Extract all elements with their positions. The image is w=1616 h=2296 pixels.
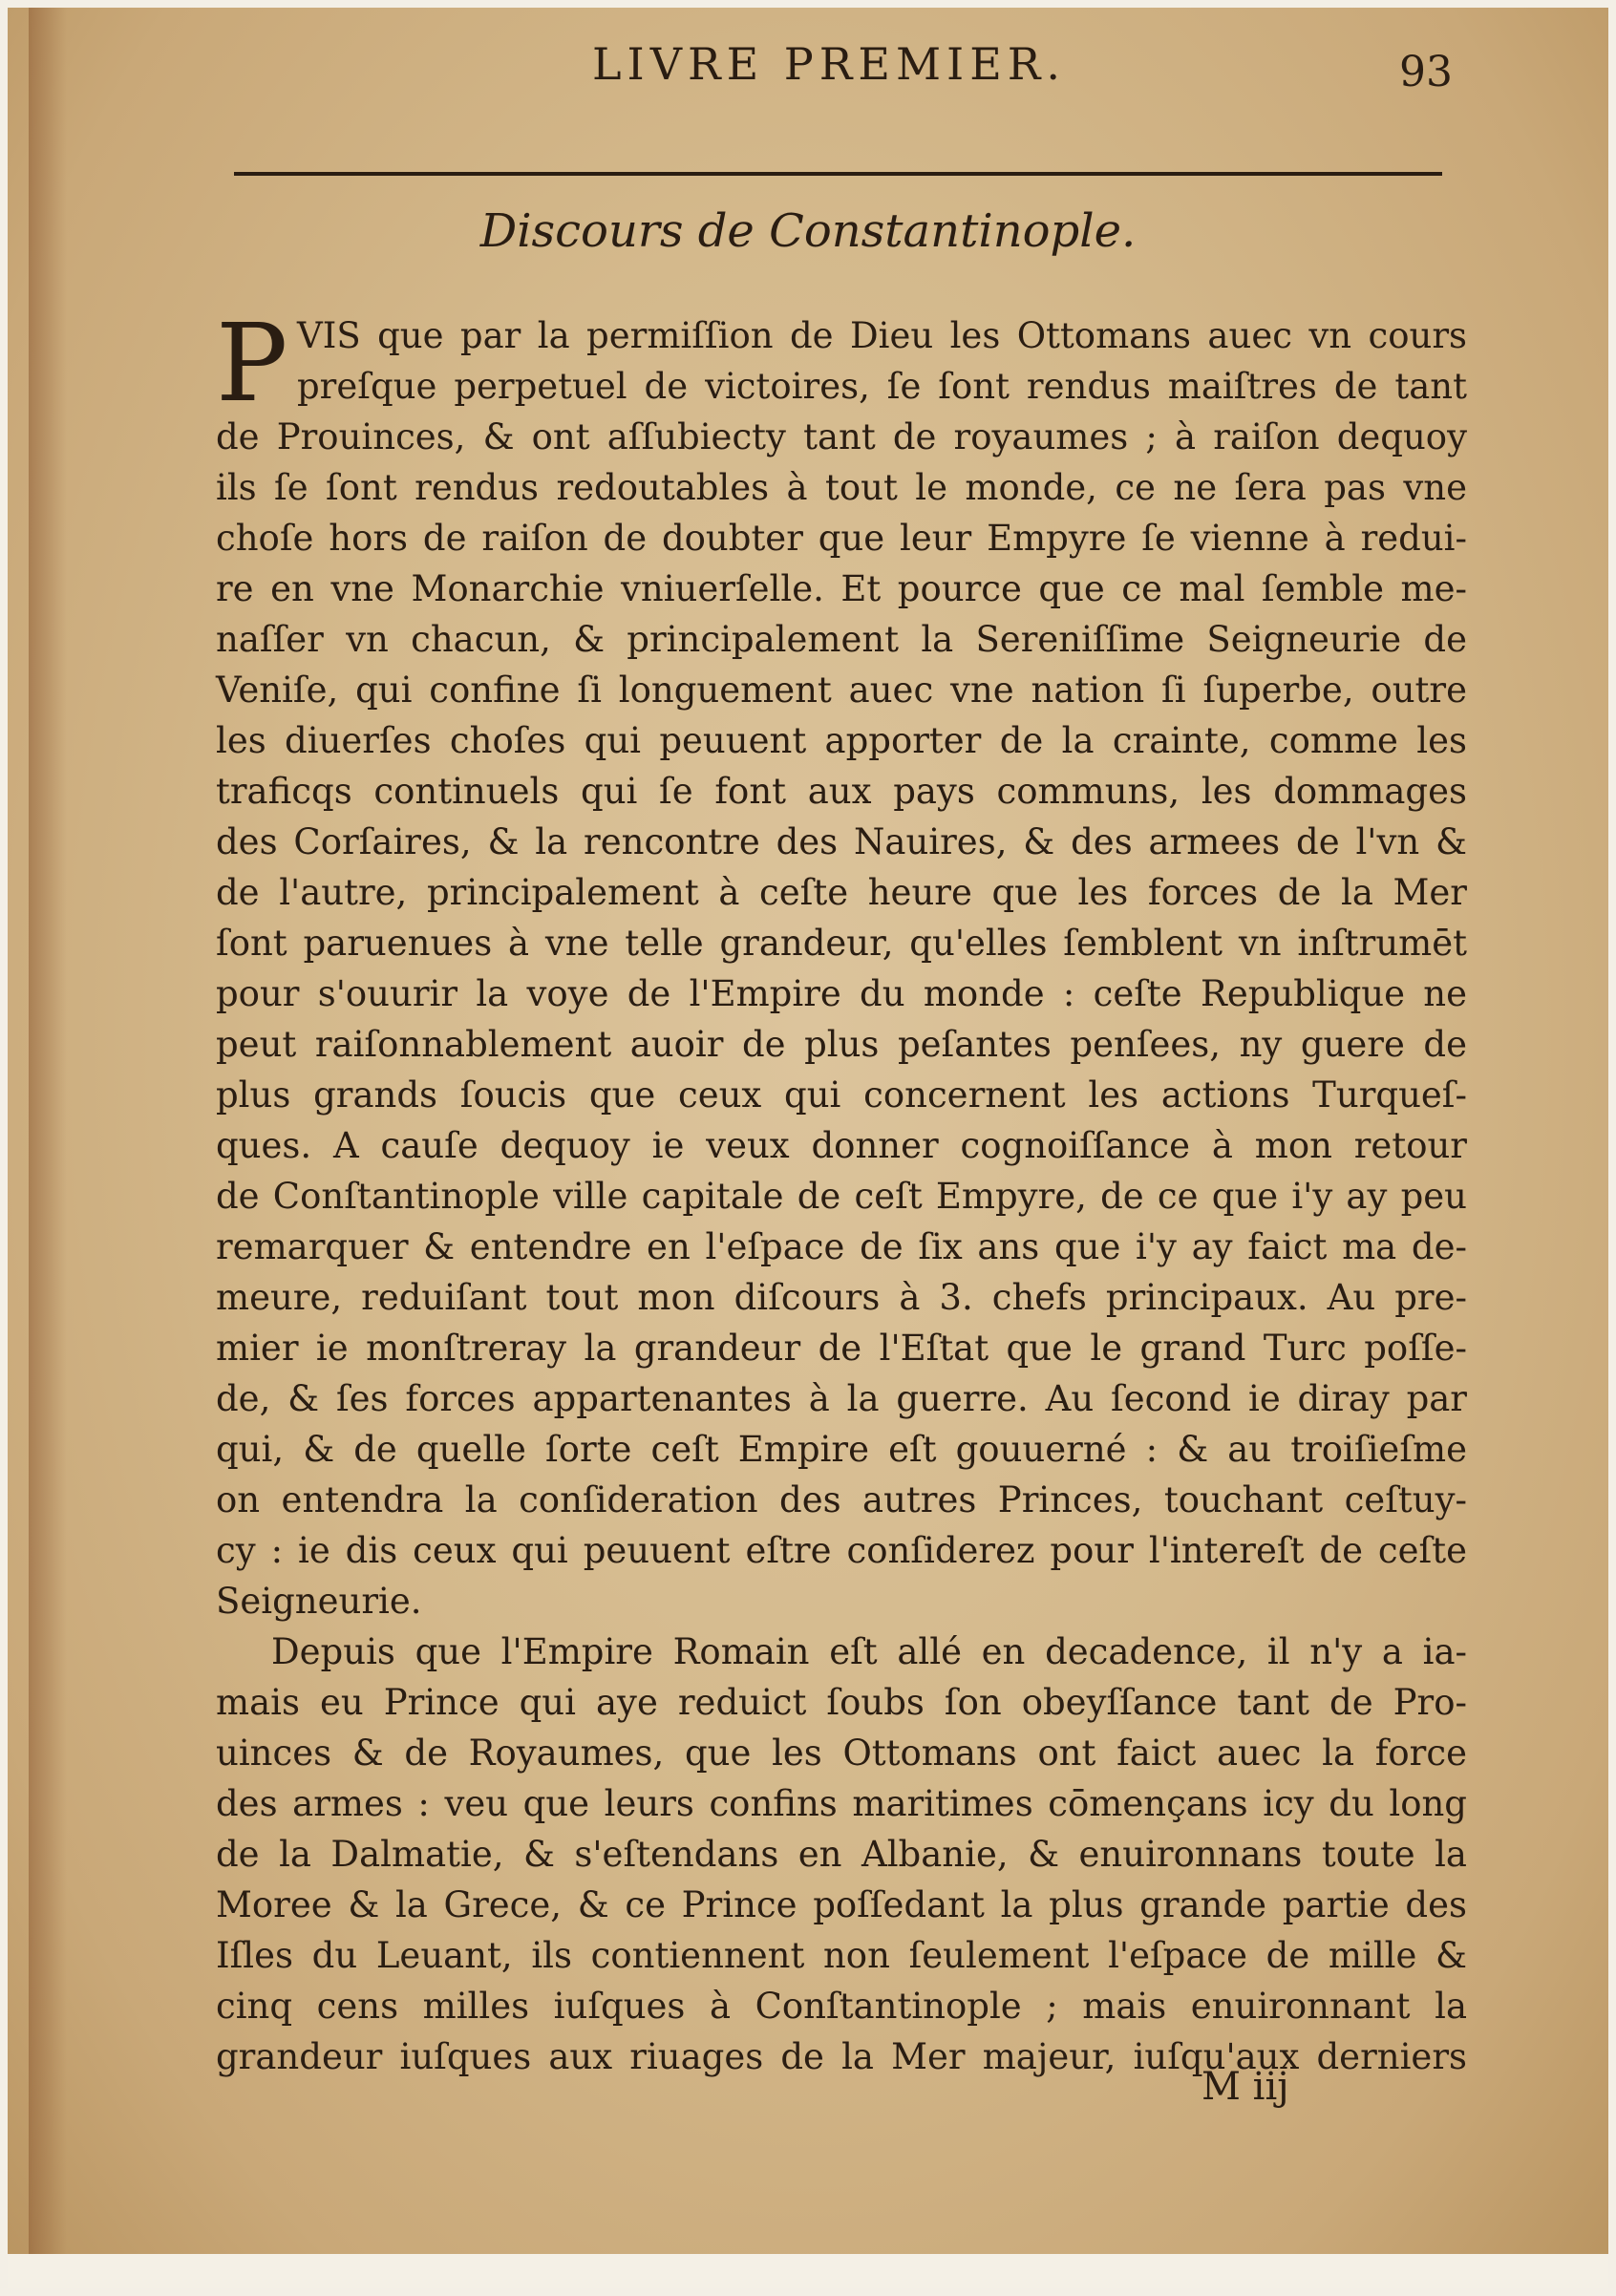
text-line: grandeur iuſques aux riuages de la Mer majeur, iuſqu'aux derniers (216, 2036, 1467, 2077)
section-title: Discours de Constantinople. (479, 204, 1137, 258)
text-line: traficqs continuels qui ſe font aux pays communs, les dommages (216, 771, 1467, 812)
text-line: on entendra la conſideration des autres Princes, touchant ceſtuy- (216, 1479, 1467, 1520)
drop-cap: P (216, 302, 288, 426)
text-line: de, & ſes forces appartenantes à la guerre. Au ſecond ie diray par (216, 1378, 1467, 1419)
text-line: qui, & de quelle ſorte ceſt Empire eſt gouuerné : & au troiſieſme (216, 1429, 1467, 1470)
text-line: de l'autre, principalement à ceſte heure que les forces de la Mer (216, 872, 1467, 913)
text-line: de Prouinces, & ont aſſubiecty tant de royaumes ; à raiſon dequoy (216, 416, 1467, 457)
text-line: re en vne Monarchie vniuerſelle. Et pource que ce mal ſemble me- (216, 568, 1467, 609)
text-line: choſe hors de raiſon de doubter que leur Empyre ſe vienne à redui- (216, 518, 1467, 559)
text-line: Iſles du Leuant, ils contiennent non ſeulement l'eſpace de mille & (216, 1935, 1467, 1976)
text-line: remarquer & entendre en l'eſpace de ſix ans que i'y ay faict ma de- (216, 1226, 1467, 1267)
text-line: des armes : veu que leurs confins maritimes cōmençans icy du long (216, 1783, 1467, 1824)
text-line: Seigneurie. (216, 1581, 422, 1622)
text-line: les diuerſes choſes qui peuuent apporter de la crainte, comme les (216, 720, 1467, 761)
signature-mark: M iij (1201, 2065, 1289, 2109)
scan-margin (0, 2254, 1616, 2296)
header-rule (234, 172, 1442, 176)
binding-shadow (29, 0, 67, 2296)
text-line: Veniſe, qui confine ſi longuement auec vne nation ſi ſuperbe, outre (216, 670, 1467, 711)
text-line: uinces & de Royaumes, que les Ottomans ont faict auec la force (216, 1733, 1467, 1774)
text-line: ſont paruenues à vne telle grandeur, qu'elles ſemblent vn inſtrumēt (216, 923, 1467, 964)
text-line: plus grands ſoucis que ceux qui concernent les actions Turqueſ- (216, 1074, 1467, 1116)
text-line: des Corſaires, & la rencontre des Nauires, & des armees de l'vn & (216, 821, 1467, 862)
text-line: peut raiſonnablement auoir de plus peſantes penſees, ny guere de (216, 1024, 1467, 1065)
text-line: mais eu Prince qui aye reduict ſoubs ſon obeyſſance tant de Pro- (216, 1682, 1467, 1723)
text-line: cy : ie dis ceux qui peuuent eſtre conſiderez pour l'intereſt de ceſte (216, 1530, 1467, 1571)
text-line: Moree & la Grece, & ce Prince poſſedant la plus grande partie des (216, 1884, 1467, 1925)
text-line: naſſer vn chacun, & principalement la Sereniſſime Seigneurie de (216, 619, 1467, 660)
text-line: ils ſe ſont rendus redoutables à tout le monde, ce ne ſera pas vne (216, 467, 1467, 508)
text-line: mier ie monſtreray la grandeur de l'Eſtat que le grand Turc poſſe- (216, 1328, 1467, 1369)
body-text (216, 302, 1467, 2082)
text-line: preſque perpetuel de victoires, ſe ſont rendus maiſtres de tant (297, 366, 1467, 407)
text-line: Depuis que l'Empire Romain eſt allé en decadence, il n'y a ia- (271, 1631, 1467, 1672)
text-line: de Conſtantinople ville capitale de ceſt Empyre, de ce que i'y ay peu (216, 1176, 1467, 1217)
text-line: de la Dalmatie, & s'eſtendans en Albanie, & enuironnans toute la (216, 1834, 1467, 1875)
running-head: LIVRE PREMIER. (592, 38, 1067, 90)
text-line: VIS que par la permiſſion de Dieu les Ottomans auec vn cours (297, 315, 1467, 356)
text-line: cinq cens milles iuſques à Conſtantinople ; mais enuironnant la (216, 1986, 1467, 2027)
text-line: pour s'ouurir la voye de l'Empire du monde : ceſte Republique ne (216, 973, 1467, 1014)
page-number: 93 (1399, 48, 1453, 96)
text-line: ques. A cauſe dequoy ie veux donner cognoiſſance à mon retour (216, 1125, 1467, 1166)
text-line: meure, reduiſant tout mon diſcours à 3. chefs principaux. Au pre- (216, 1277, 1467, 1318)
